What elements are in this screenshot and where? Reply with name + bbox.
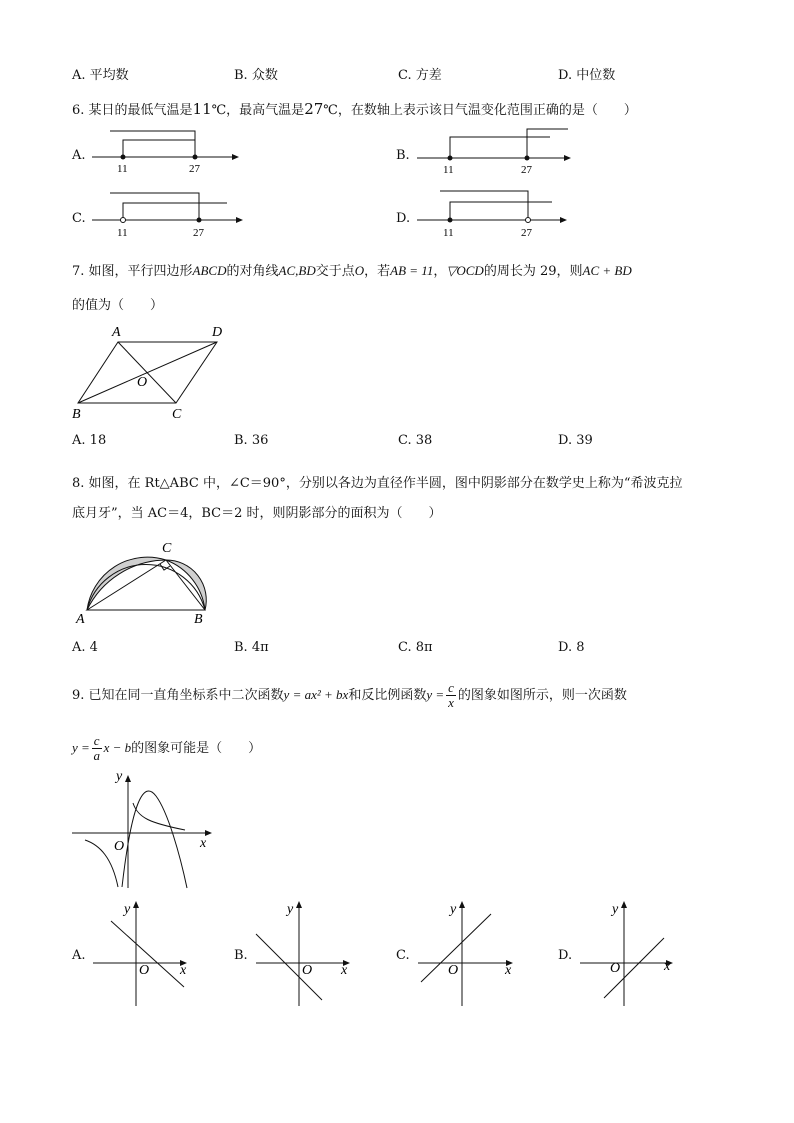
option-letter: D. [558,433,573,448]
q9-option-c-label[interactable]: C. [396,948,410,963]
q7-o: O [354,263,365,278]
option-letter: C. [398,433,412,448]
q7-text: ， [433,264,447,279]
q9-text: 的图象可能是（ ） [131,741,262,756]
q9-text: 9. 已知在同一直角坐标系中二次函数 [72,688,284,703]
option-letter: A. [72,433,86,448]
vertex-a: A [76,612,85,627]
option-letter: A. [72,640,86,655]
tick-11: 11 [443,164,454,176]
axis-y-label: y [116,769,123,784]
option-letter: B. [234,68,248,83]
point-o: O [137,375,148,390]
option-text: 4π [251,640,269,655]
q6-option-c-label[interactable]: C. [72,211,86,226]
vertex-b: B [72,407,81,422]
origin-label: O [302,963,313,978]
q9-option-b-label[interactable]: B. [234,948,248,963]
fraction-numerator: c [93,733,100,748]
option-letter: B. [234,433,248,448]
q7-abcd: ABCD [192,263,227,278]
vertex-c: C [172,407,182,422]
option-letter: C. [398,68,412,83]
option-text: 方差 [415,68,442,83]
option-text: 36 [251,433,269,448]
option-text: 平均数 [89,68,129,83]
vertex-c: C [162,541,172,556]
q7-text: 的周长为 29，则 [483,264,583,279]
q7-stem-line2: 的值为（ ） [72,298,164,313]
q7-text: 7. 如图，平行四边形 [72,264,193,279]
q6-high-temp: 27 [304,100,324,118]
q7-text: 的对角线 [226,264,279,279]
fraction-denominator: x [448,695,454,710]
vertex-b: B [194,612,203,627]
q6-text: ℃，最高气温是 [211,103,305,118]
q6-option-d-label[interactable]: D. [396,211,411,226]
q7-sum: AC + BD [582,263,632,278]
axis-y-label: y [450,902,457,917]
q6-option-a-label[interactable]: A. [72,148,86,163]
fraction-numerator: c [448,680,454,695]
vertex-d: D [212,325,223,340]
q9-option-d-label[interactable]: D. [558,948,573,963]
vertex-a: A [112,325,121,340]
fraction-denominator: a [93,748,100,763]
origin-label: O [610,961,621,976]
q6-text: ℃，在数轴上表示该日气温变化范围正确的是（ ） [323,103,637,118]
q9-linear-tail: x − b [103,740,132,755]
q6-text: 6. 某日的最低气温是 [72,103,193,118]
tick-27: 27 [193,227,204,239]
option-text: 8π [415,640,433,655]
option-text: 中位数 [576,68,616,83]
option-text: 众数 [251,68,278,83]
option-text: 8 [576,640,585,655]
option-text: 4 [89,640,98,655]
option-letter: C. [398,640,412,655]
axis-y-label: y [124,902,131,917]
q6-low-temp: 11 [192,100,212,118]
axis-x-label: x [341,963,348,978]
q9-option-a-label[interactable]: A. [72,948,86,963]
q7-text: ，若 [364,264,391,279]
tick-27: 27 [521,164,532,176]
option-letter: D. [558,68,573,83]
q9-text: 和反比例函数 [348,688,427,703]
origin-label: O [114,839,125,854]
origin-label: O [448,963,459,978]
option-letter: B. [234,640,248,655]
q6-option-b-label[interactable]: B. [396,148,410,163]
q8-stem-line1: 8. 如图，在 Rt△ABC 中，∠C＝90°，分别以各边为直径作半圆，图中阴影部分在数学史上称为“希波克拉 [72,476,683,491]
tick-11: 11 [443,227,454,239]
origin-label: O [139,963,150,978]
option-text: 39 [576,433,593,448]
tick-27: 27 [189,163,200,175]
q9-text: 的图象如图所示，则一次函数 [457,688,627,703]
axis-y-label: y [612,902,619,917]
q7-triangle: ▽OCD [446,263,484,278]
axis-x-label: x [200,836,207,851]
tick-27: 27 [521,227,532,239]
q8-stem-line2: 底月牙”，当 AC＝4，BC＝2 时，则阴影部分的面积为（ ） [72,506,442,521]
option-text: 38 [415,433,433,448]
q7-ab: AB = 11 [390,263,434,278]
axis-x-label: x [664,959,671,974]
option-text: 18 [89,433,107,448]
option-letter: A. [72,68,86,83]
q9-y-eq: y = [426,687,445,702]
axis-x-label: x [180,963,187,978]
option-letter: D. [558,640,573,655]
q9-y-eq: y = [72,740,90,755]
axis-x-label: x [505,963,512,978]
axis-y-label: y [287,902,294,917]
tick-11: 11 [117,163,128,175]
q7-acbd: AC,BD [278,263,316,278]
q9-quadratic: y = ax² + bx [283,687,349,702]
tick-11: 11 [117,227,128,239]
q7-text: 交于点 [315,264,355,279]
